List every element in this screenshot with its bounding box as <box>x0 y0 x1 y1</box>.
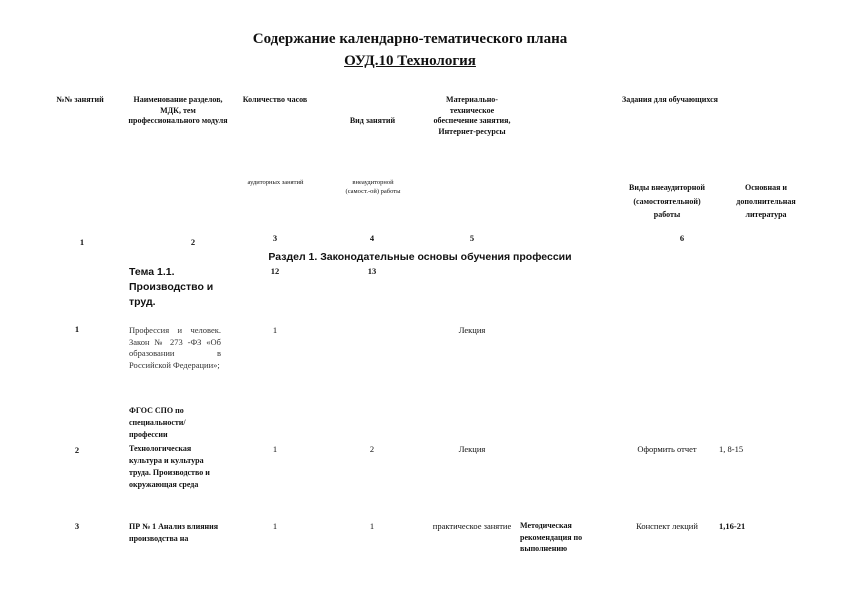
column-number: 2 <box>190 237 196 247</box>
row-hours-independent: 2 <box>369 444 375 454</box>
row-name: Технологическая культура и культура труда. Производство и окружающая среда <box>129 444 210 489</box>
header-lesson-number: №№ занятий <box>56 95 104 104</box>
header-student-tasks: Задания для обучающихся <box>621 95 718 104</box>
column-number: 3 <box>272 233 278 243</box>
topic-hours-independent: 13 <box>367 266 377 276</box>
header-material-support: Материально-техническое обеспечение занятия, Интернет-ресурсы <box>433 95 511 136</box>
column-number: 4 <box>369 233 375 243</box>
row-name-note: ФГОС СПО по специальности/профессии <box>129 406 186 439</box>
row-lesson-type: Лекция <box>458 325 486 335</box>
topic-hours-classroom: 12 <box>270 266 280 276</box>
row-lesson-type: практическое занятие <box>432 521 512 531</box>
row-hours-classroom: 1 <box>272 521 278 531</box>
row-number: 1 <box>74 324 80 334</box>
column-number: 6 <box>679 233 685 243</box>
subheader-work-types: Виды внеаудиторной (самостоятельной) работы <box>629 183 705 219</box>
row-name: Профессия и человек. Закон № 273 -ФЗ «Об образовании в Российской Федерации»; <box>129 325 221 370</box>
row-name: ПР № 1 Анализ влияния производства на <box>129 522 219 543</box>
page-title: Содержание календарно-тематического плана <box>252 31 568 47</box>
subheader-literature: Основная и дополнительная литература <box>736 183 796 219</box>
page-subtitle: ОУД.10 Технология <box>344 53 476 69</box>
row-material: Методическая рекомендация по выполнению <box>520 521 583 553</box>
row-number: 2 <box>74 445 80 455</box>
subheader-independent-hours: внеаудиторной (самост.-ой) работы <box>345 179 401 195</box>
header-hours: Количество часов <box>242 95 308 104</box>
topic-title: Тема 1.1. Производство и труд. <box>129 266 214 308</box>
row-lesson-type: Лекция <box>458 444 486 454</box>
header-section-name: Наименование разделов, МДК, тем профессионального модуля <box>128 95 228 125</box>
row-task: Оформить отчет <box>637 444 697 454</box>
row-hours-classroom: 1 <box>272 325 278 335</box>
row-literature: 1,16-21 <box>719 521 746 531</box>
row-literature: 1, 8-15 <box>719 444 744 454</box>
row-task: Конспект лекций <box>636 521 698 531</box>
header-lesson-type: Вид занятий <box>349 116 396 125</box>
section-heading: Раздел 1. Законодательные основы обучения профессии <box>268 251 572 263</box>
column-number: 1 <box>79 237 85 247</box>
subheader-classroom-hours: аудиторных занятий <box>247 179 304 186</box>
column-number: 5 <box>469 233 475 243</box>
row-number: 3 <box>74 521 80 531</box>
row-hours-independent: 1 <box>369 521 375 531</box>
row-hours-classroom: 1 <box>272 444 278 454</box>
